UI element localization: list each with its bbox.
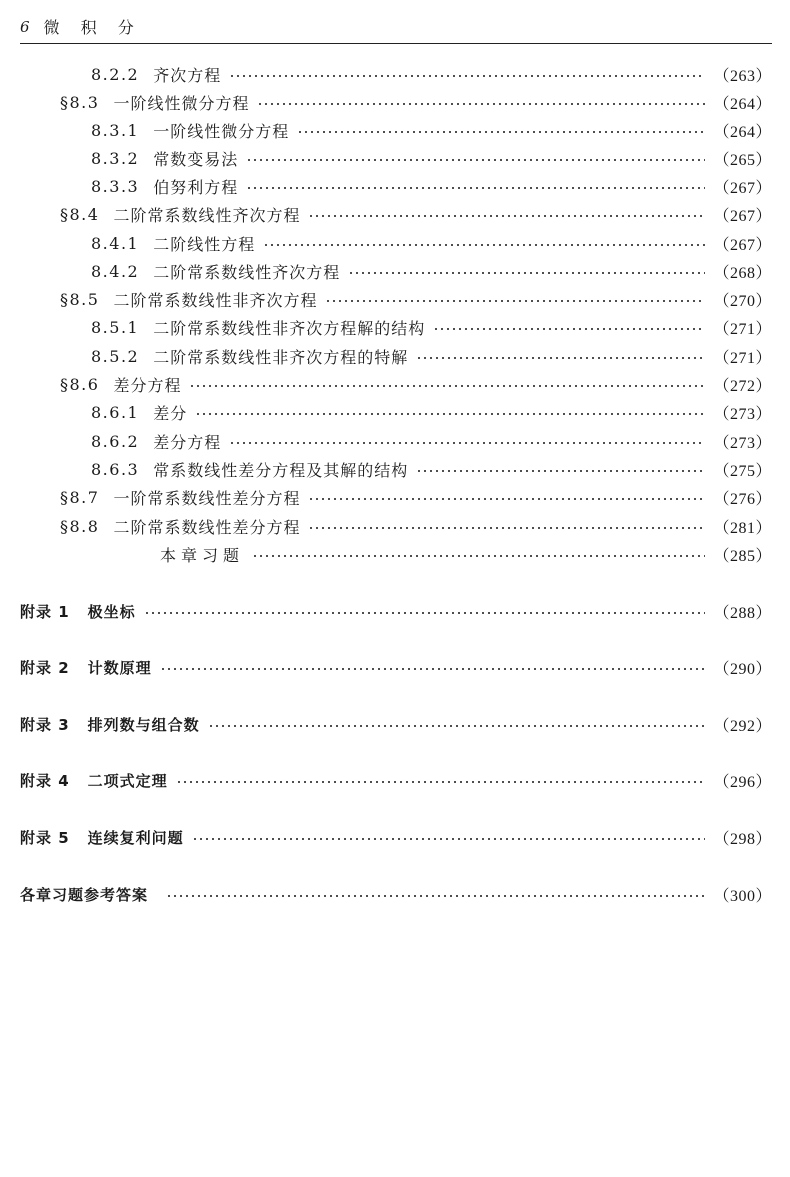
toc-entry-8-3-2[interactable] xyxy=(91,145,772,171)
leader-dots xyxy=(189,384,705,388)
toc-entry-title: 一阶线性微分方程 xyxy=(113,93,250,113)
toc-chapter-exercises[interactable] xyxy=(160,541,772,567)
toc-entry-page: （264） xyxy=(713,123,772,141)
toc-entry-8-5-1[interactable] xyxy=(91,314,772,340)
toc-entry-8-6-3[interactable] xyxy=(91,456,772,482)
leader-dots xyxy=(144,611,706,615)
toc-entry-title: 一阶常系数线性差分方程 xyxy=(113,488,301,508)
leader-dots xyxy=(229,441,705,445)
toc-entry-8-4-1[interactable] xyxy=(91,230,772,256)
toc-entry-page: （273） xyxy=(713,434,772,452)
toc-entry-number: 8.5.1 xyxy=(91,317,140,337)
leader-dots xyxy=(192,837,706,841)
toc-entry-title: 二阶常系数线性差分方程 xyxy=(113,517,301,537)
toc-entry-number: 8.2.2 xyxy=(91,64,140,84)
toc-entry-title: 一阶线性微分方程 xyxy=(153,121,290,141)
toc-section-8-3[interactable] xyxy=(60,89,772,115)
toc-entry-number: 8.5.2 xyxy=(91,346,140,366)
toc-entry-page: （275） xyxy=(713,462,772,480)
leader-dots xyxy=(166,894,705,898)
toc-entry-8-3-1[interactable] xyxy=(91,117,772,143)
toc-entry-page: （270） xyxy=(713,292,772,310)
toc-entry-8-6-1[interactable] xyxy=(91,399,772,425)
toc-entry-page: （276） xyxy=(713,490,772,508)
toc-entry-page: （296） xyxy=(713,773,772,791)
leader-dots xyxy=(176,780,706,784)
toc-entry-page: （298） xyxy=(713,830,772,848)
toc-entry-page: （271） xyxy=(713,349,772,367)
toc-entry-title: 差分 xyxy=(153,403,188,423)
toc-entry-title: 常数变易法 xyxy=(153,149,239,169)
toc-entry-title: 本章习题 xyxy=(160,545,245,565)
toc-entry-page: （267） xyxy=(713,236,772,254)
toc-entry-8-6-2[interactable] xyxy=(91,428,772,454)
leader-dots xyxy=(246,158,705,162)
toc-entry-page: （268） xyxy=(713,264,772,282)
appendix-number: 附录 4 xyxy=(20,771,70,790)
toc-entry-number: §8.4 xyxy=(60,204,100,224)
appendix-number: 附录 3 xyxy=(20,715,70,734)
appendix-number: 附录 2 xyxy=(20,658,70,677)
book-title: 微 积 分 xyxy=(43,18,142,37)
answers-title: 各章习题参考答案 xyxy=(20,885,149,904)
toc-entry-title: 齐次方程 xyxy=(153,65,222,85)
toc-appendix-2[interactable] xyxy=(20,654,772,680)
toc-entry-title: 二阶常系数线性非齐次方程解的结构 xyxy=(153,318,426,338)
toc-entry-8-4-2[interactable] xyxy=(91,258,772,284)
toc-entry-number: §8.7 xyxy=(60,487,100,507)
toc-entry-page: （265） xyxy=(713,151,772,169)
toc-entry-title: 二阶常系数线性齐次方程 xyxy=(153,262,341,282)
appendix-title: 极坐标 xyxy=(87,602,136,621)
toc-entry-page: （267） xyxy=(713,179,772,197)
leader-dots xyxy=(263,243,705,247)
leader-dots xyxy=(325,299,705,303)
appendix-number: 附录 5 xyxy=(20,828,70,847)
toc-entry-page: （264） xyxy=(713,95,772,113)
toc-entry-page: （272） xyxy=(713,377,772,395)
toc-entry-number: 8.3.2 xyxy=(91,148,140,168)
toc-entry-number: 8.6.3 xyxy=(91,459,140,479)
leader-dots xyxy=(416,469,705,473)
leader-dots xyxy=(160,667,706,671)
toc-entry-number: §8.8 xyxy=(60,516,100,536)
toc-entry-number: 8.6.1 xyxy=(91,402,140,422)
toc-appendix-5[interactable] xyxy=(20,824,772,850)
appendix-number: 附录 1 xyxy=(20,602,70,621)
toc-entry-page: （290） xyxy=(713,660,772,678)
appendix-title: 连续复利问题 xyxy=(87,828,184,847)
toc-section-8-6[interactable] xyxy=(60,371,772,397)
toc-entry-8-2-2[interactable] xyxy=(91,61,772,87)
leader-dots xyxy=(433,327,705,331)
toc-entry-title: 二阶常系数线性非齐次方程 xyxy=(113,290,318,310)
running-head xyxy=(20,10,772,44)
toc-answers[interactable] xyxy=(20,881,772,907)
toc-section-8-5[interactable] xyxy=(60,286,772,312)
toc-section-8-8[interactable] xyxy=(60,513,772,539)
leader-dots xyxy=(308,214,705,218)
toc-entry-number: §8.5 xyxy=(60,289,100,309)
leader-dots xyxy=(416,356,705,360)
toc-entry-page: （300） xyxy=(713,887,772,905)
toc-entry-number: 8.4.2 xyxy=(91,261,140,281)
toc-section-8-7[interactable] xyxy=(60,484,772,510)
toc-entry-number: 8.4.1 xyxy=(91,233,140,253)
toc-entry-title: 差分方程 xyxy=(153,432,222,452)
toc-entry-number: §8.3 xyxy=(60,92,100,112)
leader-dots xyxy=(308,526,705,530)
toc-entry-number: 8.3.3 xyxy=(91,176,140,196)
toc-section-8-4[interactable] xyxy=(60,201,772,227)
appendix-title: 二项式定理 xyxy=(87,771,168,790)
leader-dots xyxy=(195,412,705,416)
toc-entry-page: （273） xyxy=(713,405,772,423)
leader-dots xyxy=(208,724,706,728)
toc-entry-page: （263） xyxy=(713,67,772,85)
toc-entry-page: （285） xyxy=(713,547,772,565)
leader-dots xyxy=(229,74,705,78)
toc-appendix-1[interactable] xyxy=(20,598,772,624)
leader-dots xyxy=(252,554,705,558)
toc-entry-title: 常系数线性差分方程及其解的结构 xyxy=(153,460,409,480)
toc-entry-title: 二阶常系数线性齐次方程 xyxy=(113,205,301,225)
toc-entry-title: 伯努利方程 xyxy=(153,177,239,197)
leader-dots xyxy=(257,102,705,106)
leader-dots xyxy=(308,497,705,501)
appendix-title: 排列数与组合数 xyxy=(87,715,200,734)
appendix-title: 计数原理 xyxy=(87,658,152,677)
toc-entry-8-5-2[interactable] xyxy=(91,343,772,369)
toc-entry-number: 8.6.2 xyxy=(91,431,140,451)
toc-entry-page: （267） xyxy=(713,207,772,225)
leader-dots xyxy=(348,271,705,275)
toc-entry-8-3-3[interactable] xyxy=(91,173,772,199)
toc-entry-page: （271） xyxy=(713,320,772,338)
toc-entry-page: （281） xyxy=(713,519,772,537)
toc-entry-number: 8.3.1 xyxy=(91,120,140,140)
toc-entry-number: §8.6 xyxy=(60,374,100,394)
leader-dots xyxy=(246,186,705,190)
toc-appendix-4[interactable] xyxy=(20,767,772,793)
toc-entry-title: 差分方程 xyxy=(113,375,182,395)
toc-entry-page: （292） xyxy=(713,717,772,735)
page-number: 6 xyxy=(20,17,30,36)
toc-appendix-3[interactable] xyxy=(20,711,772,737)
toc-entry-title: 二阶常系数线性非齐次方程的特解 xyxy=(153,347,409,367)
toc-entry-title: 二阶线性方程 xyxy=(153,234,256,254)
leader-dots xyxy=(297,130,705,134)
toc-entry-page: （288） xyxy=(713,604,772,622)
